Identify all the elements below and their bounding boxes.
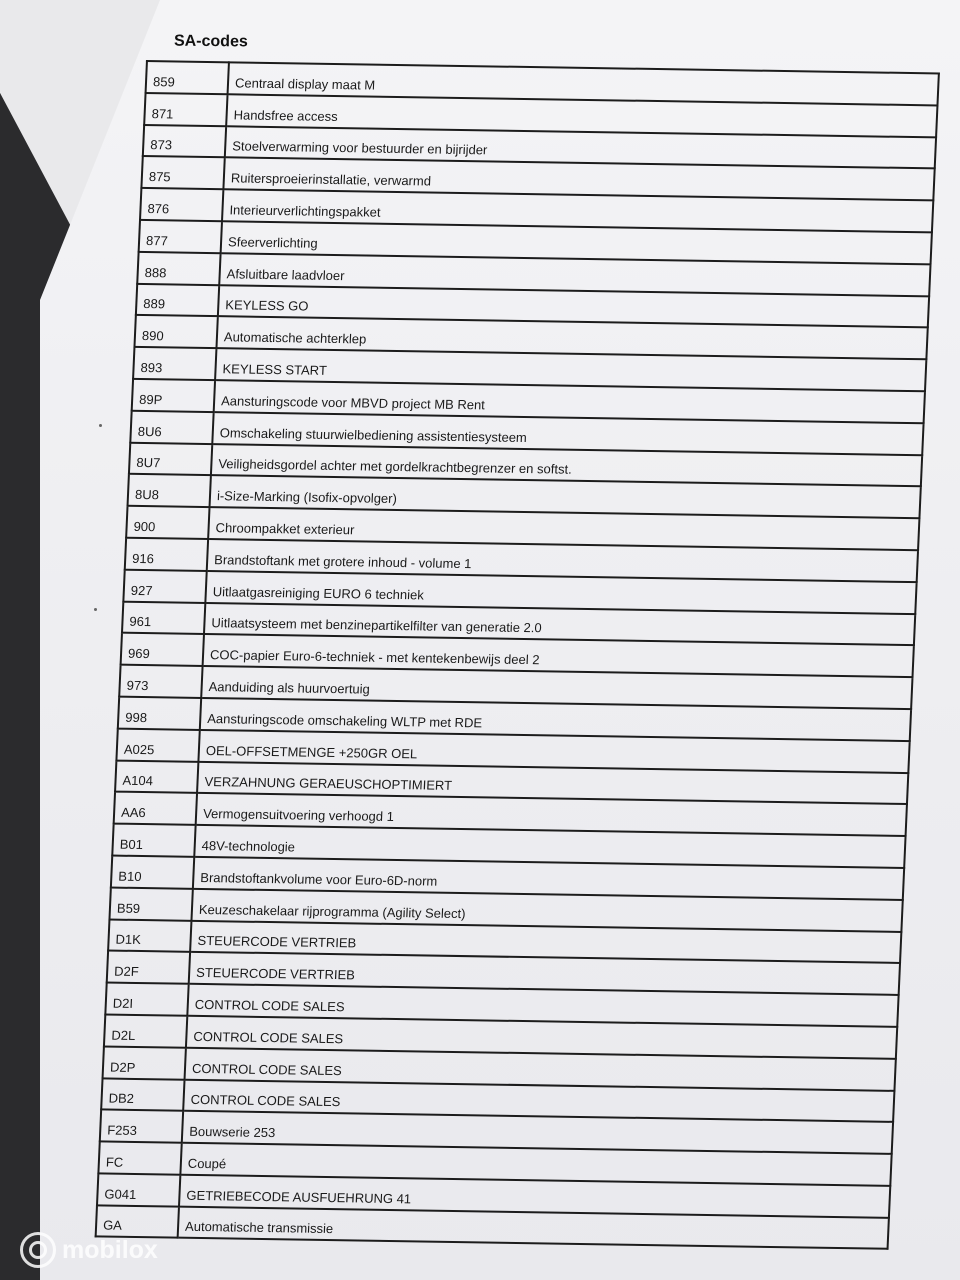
code-cell: 888 [137, 252, 220, 285]
code-cell: G041 [97, 1173, 180, 1206]
code-cell: D2L [104, 1014, 187, 1047]
watermark [20, 1232, 158, 1268]
code-cell: 893 [133, 347, 216, 380]
description-cell: GETRIEBECODE AUSFUEHRUNG 41 [179, 1175, 890, 1218]
description-cell: Vermogensuitvoering verhoogd 1 [196, 793, 907, 836]
code-cell: DB2 [101, 1078, 184, 1111]
description-cell: Aansturingscode voor MBVD project MB Rent [214, 380, 925, 423]
description-cell: KEYLESS START [215, 348, 926, 391]
description-cell: i-Size-Marking (Isofix-opvolger) [210, 475, 921, 518]
description-cell: Aansturingscode omschakeling WLTP met RDE [200, 698, 911, 741]
description-cell: Automatische transmissie [178, 1206, 889, 1249]
code-cell: 961 [122, 601, 205, 634]
description-cell: Keuzeschakelaar rijprogramma (Agility Select) [191, 889, 902, 932]
description-cell: Uitlaatsysteem met benzinepartikelfilter van generatie 2.0 [204, 603, 915, 646]
code-cell: 889 [136, 283, 219, 316]
code-cell: B59 [109, 887, 192, 920]
code-cell: D2P [103, 1046, 186, 1079]
description-cell: STEUERCODE VERTRIEB [189, 952, 900, 995]
description-cell: Chroompakket exterieur [208, 507, 919, 550]
description-cell: CONTROL CODE SALES [185, 1047, 896, 1090]
code-cell: D2F [107, 951, 190, 984]
description-cell: Veiligheidsgordel achter met gordelkrachtbegrenzer en softst. [211, 444, 922, 487]
description-cell: Brandstoftankvolume voor Euro-6D-norm [193, 857, 904, 900]
description-cell: Afsluitbare laadvloer [219, 253, 930, 296]
description-cell: OEL-OFFSETMENGE +250GR OEL [198, 730, 909, 773]
code-cell: 859 [146, 61, 229, 94]
watermark-text: mobilox [62, 1235, 158, 1264]
code-cell: 927 [123, 569, 206, 602]
code-cell: 875 [141, 156, 224, 189]
code-cell: FC [98, 1142, 181, 1175]
paper-speck [94, 608, 97, 611]
description-cell: Coupé [180, 1143, 891, 1186]
description-cell: Bouwserie 253 [182, 1111, 893, 1154]
code-cell: 8U8 [128, 474, 211, 507]
code-cell: GA [96, 1205, 179, 1238]
code-cell: B10 [111, 855, 194, 888]
description-cell: Stoelverwarming voor bestuurder en bijrijder [225, 126, 936, 169]
code-cell: A025 [116, 728, 199, 761]
code-cell: D1K [108, 919, 191, 952]
description-cell: Handsfree access [226, 94, 937, 137]
description-cell: COC-papier Euro-6-techniek - met kentekenbewijs deel 2 [203, 634, 914, 677]
code-cell: 969 [121, 633, 204, 666]
code-cell: 89P [132, 379, 215, 412]
code-cell: 8U7 [129, 442, 212, 475]
code-cell: 877 [139, 220, 222, 253]
description-cell: Brandstoftank met grotere inhoud - volume 1 [207, 539, 918, 582]
description-cell: Omschakeling stuurwielbediening assistentiesysteem [212, 412, 923, 455]
code-cell: 890 [134, 315, 217, 348]
paper-speck [99, 424, 102, 427]
sa-codes-table [95, 60, 940, 1250]
code-cell: 8U6 [130, 411, 213, 444]
description-cell: CONTROL CODE SALES [187, 984, 898, 1027]
document-title: SA-codes [173, 32, 248, 51]
description-cell: CONTROL CODE SALES [186, 1016, 897, 1059]
code-cell: 916 [125, 538, 208, 571]
description-cell: Centraal display maat M [228, 62, 939, 105]
description-cell: CONTROL CODE SALES [183, 1079, 894, 1122]
code-cell: 900 [126, 506, 209, 539]
code-cell: AA6 [114, 792, 197, 825]
description-cell: VERZAHNUNG GERAEUSCHOPTIMIERT [197, 761, 908, 804]
description-cell: Interieurverlichtingspakket [222, 189, 933, 232]
code-cell: 871 [144, 93, 227, 126]
description-cell: Sfeerverlichting [221, 221, 932, 264]
mobilox-logo-icon [20, 1232, 56, 1268]
code-cell: A104 [115, 760, 198, 793]
code-cell: 873 [143, 125, 226, 158]
description-cell: Aanduiding als huurvoertuig [201, 666, 912, 709]
code-cell: 998 [118, 697, 201, 730]
description-cell: KEYLESS GO [218, 285, 929, 328]
code-cell: D2I [105, 983, 188, 1016]
code-cell: 876 [140, 188, 223, 221]
description-cell: 48V-technologie [194, 825, 905, 868]
code-cell: F253 [100, 1110, 183, 1143]
description-cell: Uitlaatgasreiniging EURO 6 techniek [205, 571, 916, 614]
description-cell: Ruitersproeierinstallatie, verwarmd [223, 158, 934, 201]
code-cell: B01 [112, 824, 195, 857]
description-cell: STEUERCODE VERTRIEB [190, 920, 901, 963]
code-cell: 973 [119, 665, 202, 698]
description-cell: Automatische achterklep [216, 317, 927, 360]
